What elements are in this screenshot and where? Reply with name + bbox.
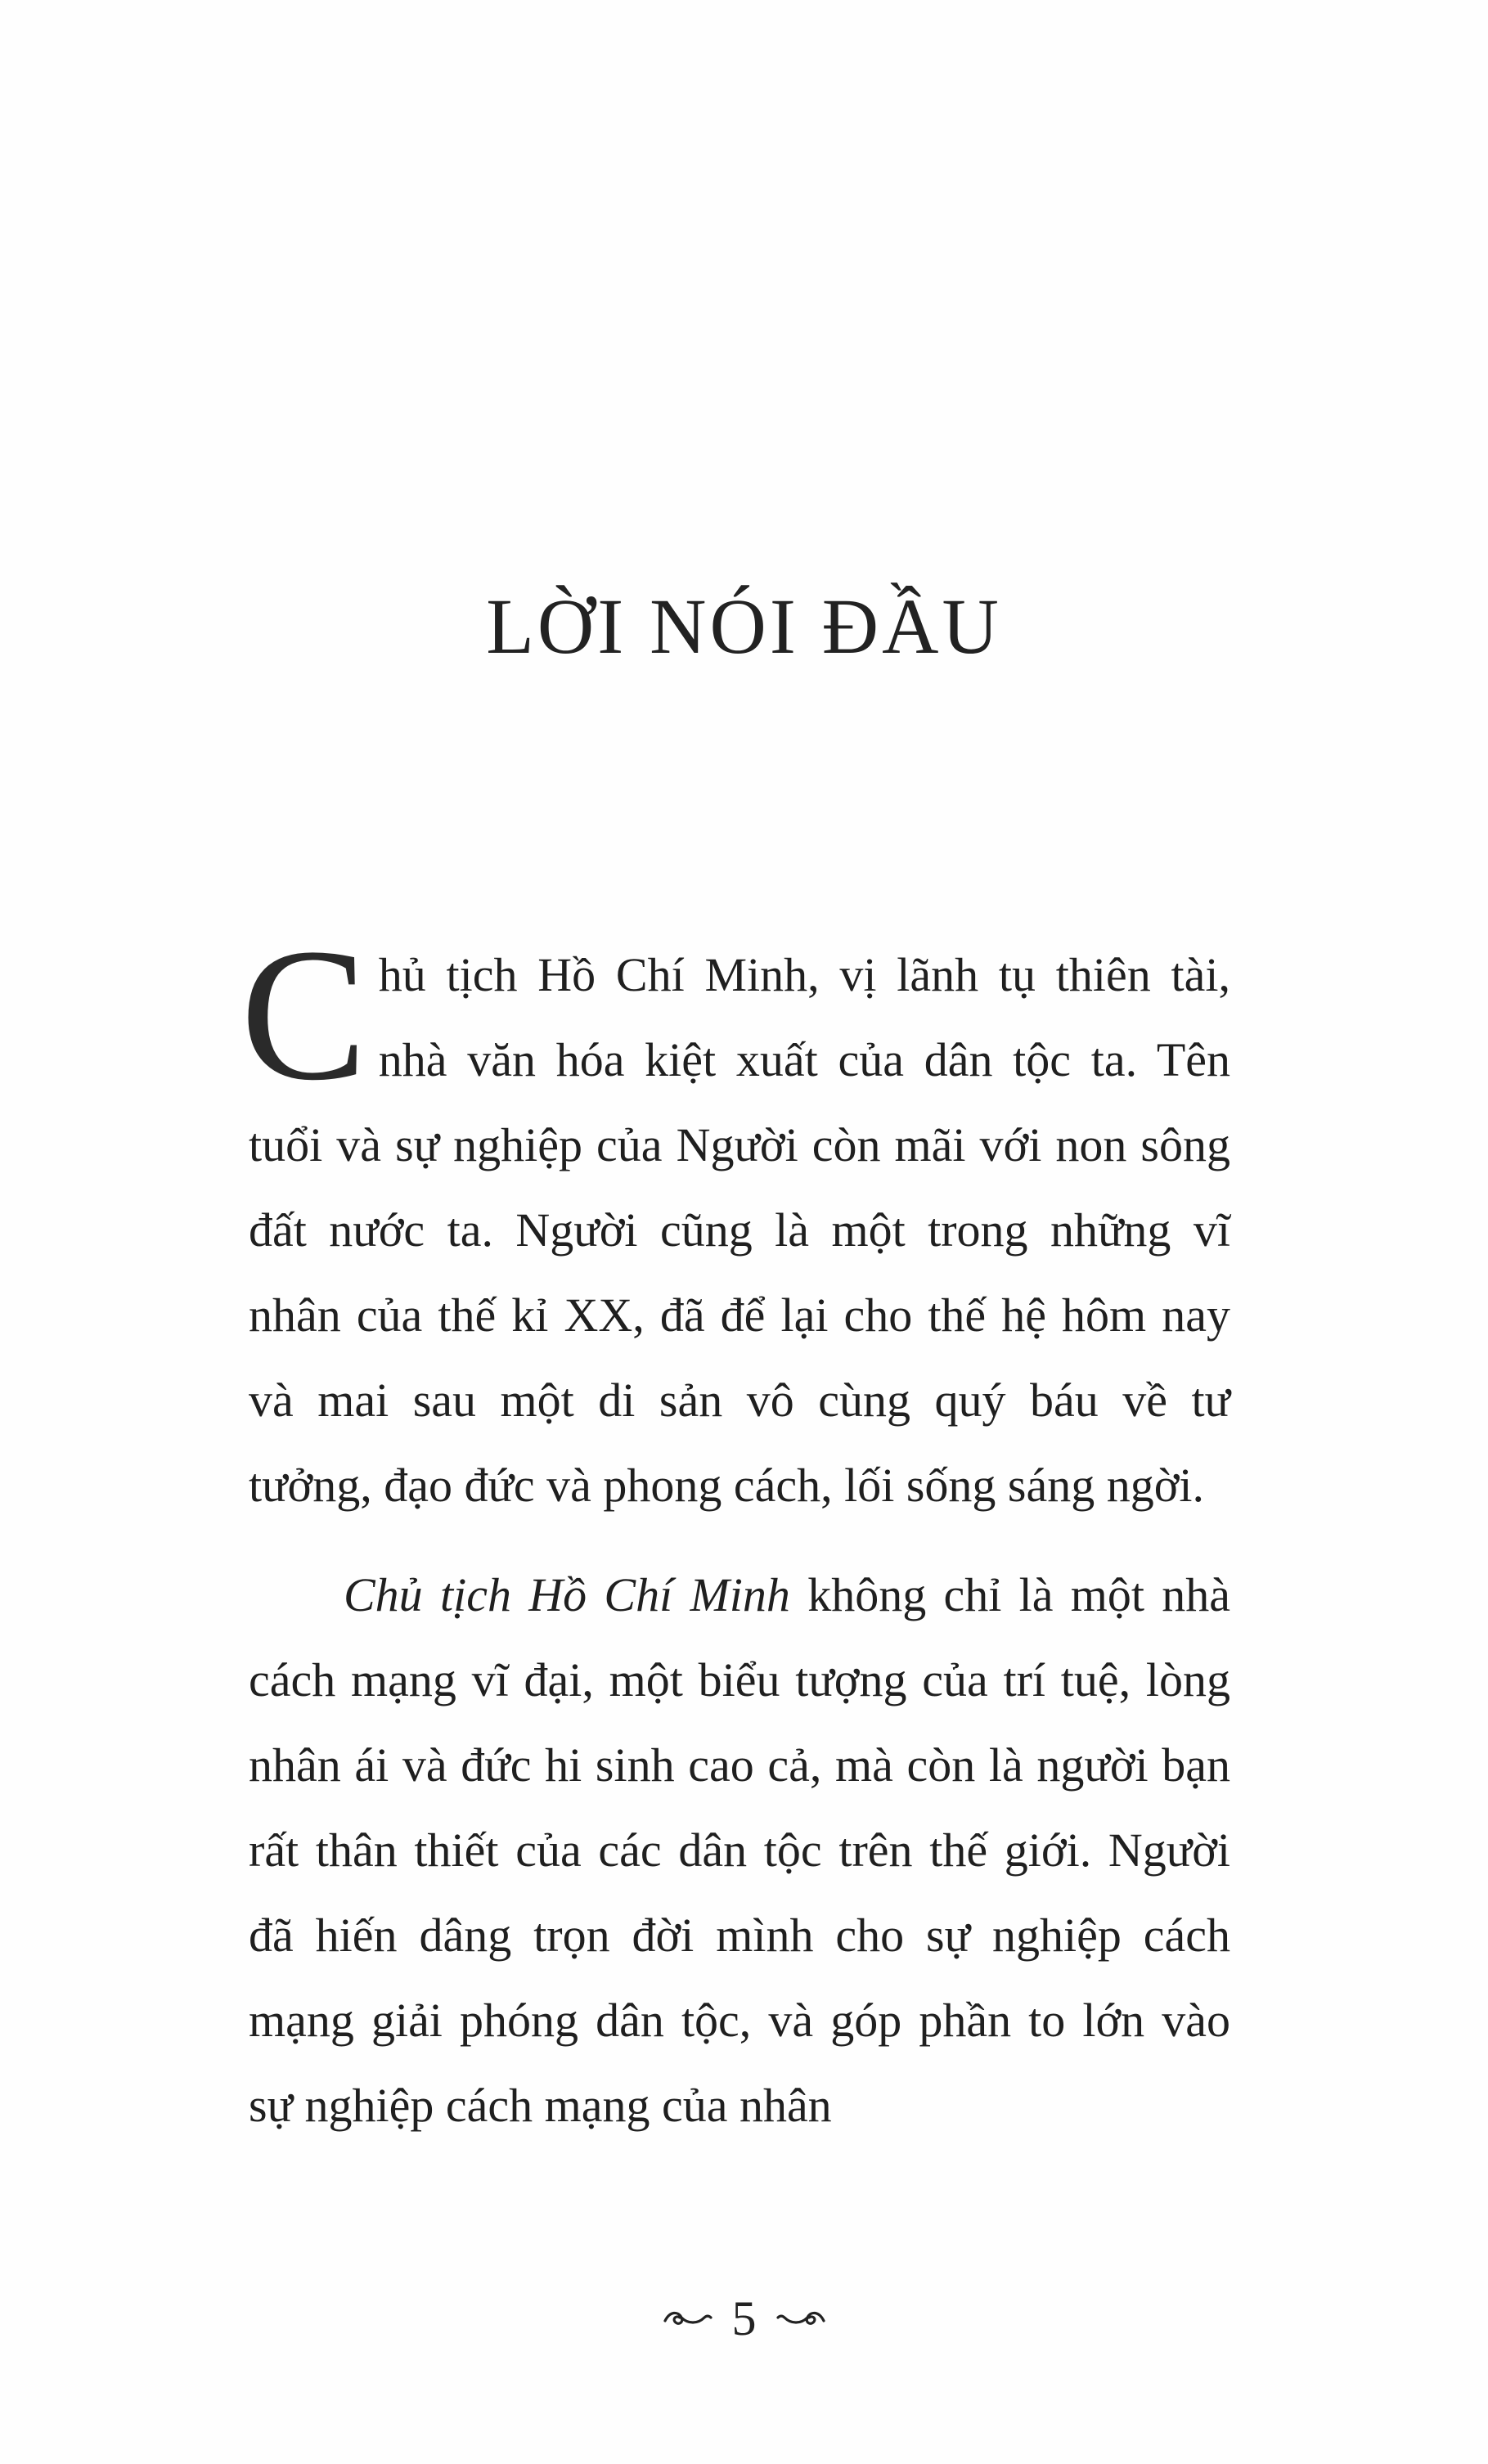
paragraph-2-italic-lead: Chủ tịch Hồ Chí Minh: [344, 1568, 790, 1621]
paragraph-2-text: không chỉ là một nhà cách mạng vĩ đại, một biểu tượng của trí tuệ, lòng nhân ái và đức hi sinh cao cả, mà còn là người bạn rất thân thiết của các dân tộc trên thế giới. Người đã hiến dâng trọn đời mình cho sự nghiệp cách mạng giải phóng dân tộc, và góp phần to lớn vào sự nghiệp cách mạng của nhân: [249, 1568, 1230, 2132]
page-title: LỜI NÓI ĐẦU: [486, 582, 1002, 670]
paragraph-2: [249, 1553, 1230, 2148]
drop-cap: C: [241, 910, 367, 1120]
paragraph-1-text: hủ tịch Hồ Chí Minh, vị lãnh tụ thiên tài, nhà văn hóa kiệt xuất của dân tộc ta. Tên tuổi và sự nghiệp của Người còn mãi với non sông đất nước ta. Người cũng là một trong những vĩ nhân của thế kỉ XX, đã để lại cho thế hệ hôm nay và mai sau một di sản vô cùng quý báu về tư tưởng, đạo đức và phong cách, lối sống sáng ngời.: [249, 948, 1230, 1512]
right-flourish-icon: [775, 2306, 827, 2331]
left-flourish-icon: [662, 2306, 714, 2331]
page-number: 5: [731, 2291, 757, 2346]
body-text: [241, 910, 1230, 2148]
page-footer: [0, 2289, 1488, 2346]
paragraph-1: [241, 910, 1230, 1528]
